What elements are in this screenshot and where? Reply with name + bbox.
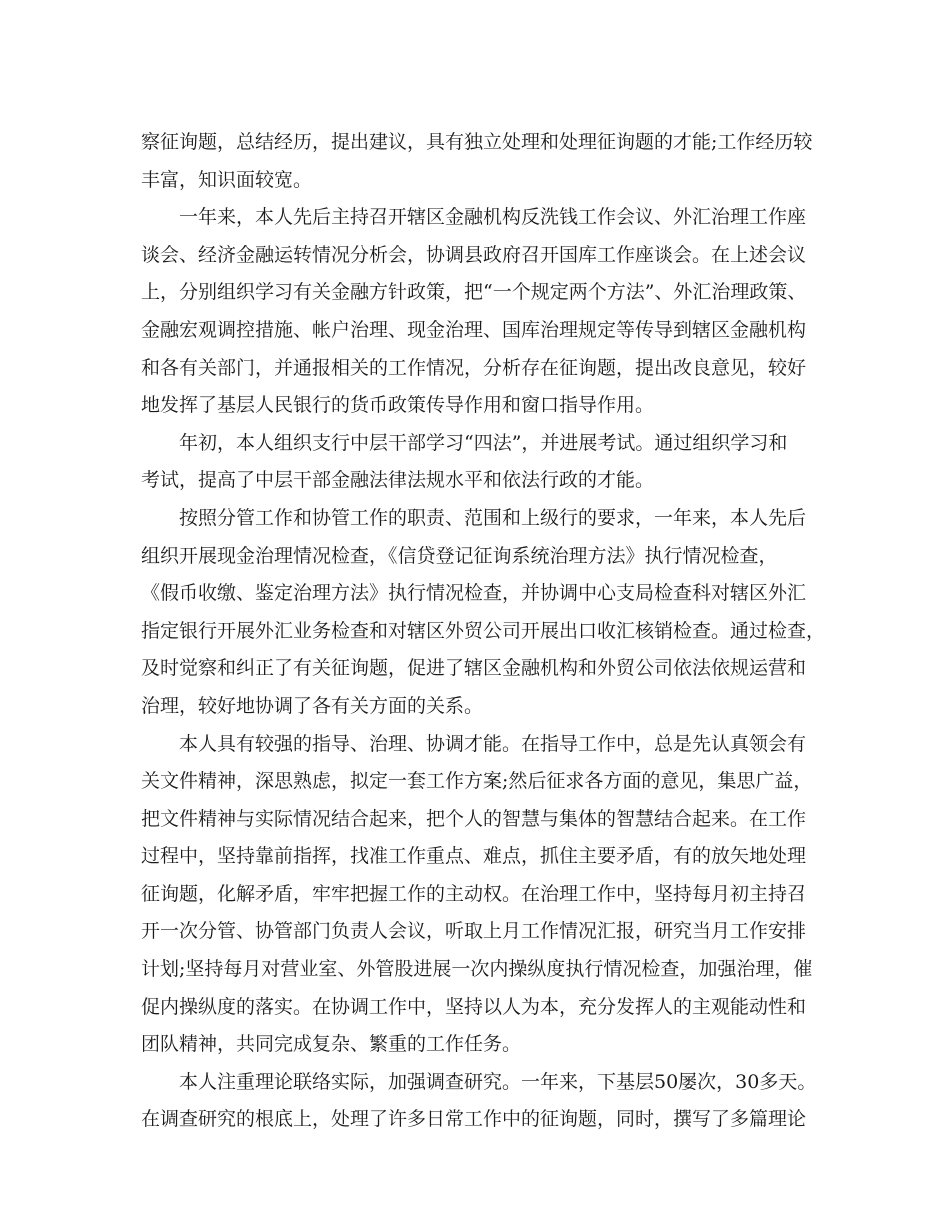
text-line: 上，分别组织学习有关金融方针政策，把“一个规定两个方法”、外汇治理政策、 (141, 281, 807, 304)
text-line: 指定银行开展外汇业务检查和对辖区外贸公司开展出口收汇核销检查。通过检查， (141, 619, 826, 642)
paragraph-start-line: 本人注重理论联络实际，加强调查研究。一年来，下基层50屡次，30多天。 (179, 1070, 817, 1093)
text-line: 地发挥了基层人民银行的货币政策传导作用和窗口指导作用。 (141, 394, 655, 417)
paragraph-start-line: 一年来，本人先后主持召开辖区金融机构反洗钱工作会议、外汇治理工作座 (179, 206, 807, 229)
text-line: 开一次分管、协管部门负责人会议，听取上月工作情况汇报，研究当月工作安排 (141, 920, 807, 943)
text-line: 《假币收缴、鉴定治理方法》执行情况检查，并协调中心支局检查科对辖区外汇 (141, 582, 807, 605)
text-line: 谈会、经济金融运转情况分析会，协调县政府召开国库工作座谈会。在上述会议 (141, 243, 807, 266)
document-body (141, 124, 826, 1139)
text-line: 金融宏观调控措施、帐户治理、现金治理、国库治理规定等传导到辖区金融机构 (141, 318, 807, 341)
text-line: 团队精神，共同完成复杂、繁重的工作任务。 (141, 1033, 522, 1056)
text-line: 过程中，坚持靠前指挥，找准工作重点、难点，抓住主要矛盾，有的放矢地处理 (141, 845, 807, 868)
text-line: 和各有关部门，并通报相关的工作情况，分析存在征询题，提出改良意见，较好 (141, 356, 807, 379)
text-line: 关文件精神，深思熟虑，拟定一套工作方案;然后征求各方面的意见，集思广益， (141, 770, 813, 793)
text-line: 计划;坚持每月对营业室、外管股进展一次内操纵度执行情况检查，加强治理，催 (141, 958, 813, 981)
paragraph-start-line: 按照分管工作和协管工作的职责、范围和上级行的要求，一年来，本人先后 (179, 506, 807, 529)
text-line: 促内操纵度的落实。在协调工作中，坚持以人为本，充分发挥人的主观能动性和 (141, 995, 807, 1018)
text-line: 在调查研究的根底上，处理了许多日常工作中的征询题，同时，撰写了多篇理论 (141, 1108, 807, 1131)
paragraph-start-line: 年初，本人组织支行中层干部学习“四法”，并进展考试。通过组织学习和 (179, 431, 788, 454)
text-line: 组织开展现金治理情况检查，《信贷登记征询系统治理方法》执行情况检查， (141, 544, 778, 567)
text-line: 丰富，知识面较宽。 (141, 168, 313, 191)
paragraph-start-line: 本人具有较强的指导、治理、协调才能。在指导工作中，总是先认真领会有 (179, 732, 807, 755)
text-line: 征询题，化解矛盾，牢牢把握工作的主动权。在治理工作中，坚持每月初主持召 (141, 882, 807, 905)
text-line: 察征询题，总结经历，提出建议，具有独立处理和处理征询题的才能;工作经历较 (141, 131, 813, 153)
text-line: 治理，较好地协调了各有关方面的关系。 (141, 694, 484, 717)
text-line: 及时觉察和纠正了有关征询题，促进了辖区金融机构和外贸公司依法依规运营和 (141, 657, 807, 680)
text-line: 考试，提高了中层干部金融法律法规水平和依法行政的才能。 (141, 469, 655, 492)
text-line: 把文件精神与实际情况结合起来，把个人的智慧与集体的智慧结合起来。在工作 (141, 807, 807, 830)
